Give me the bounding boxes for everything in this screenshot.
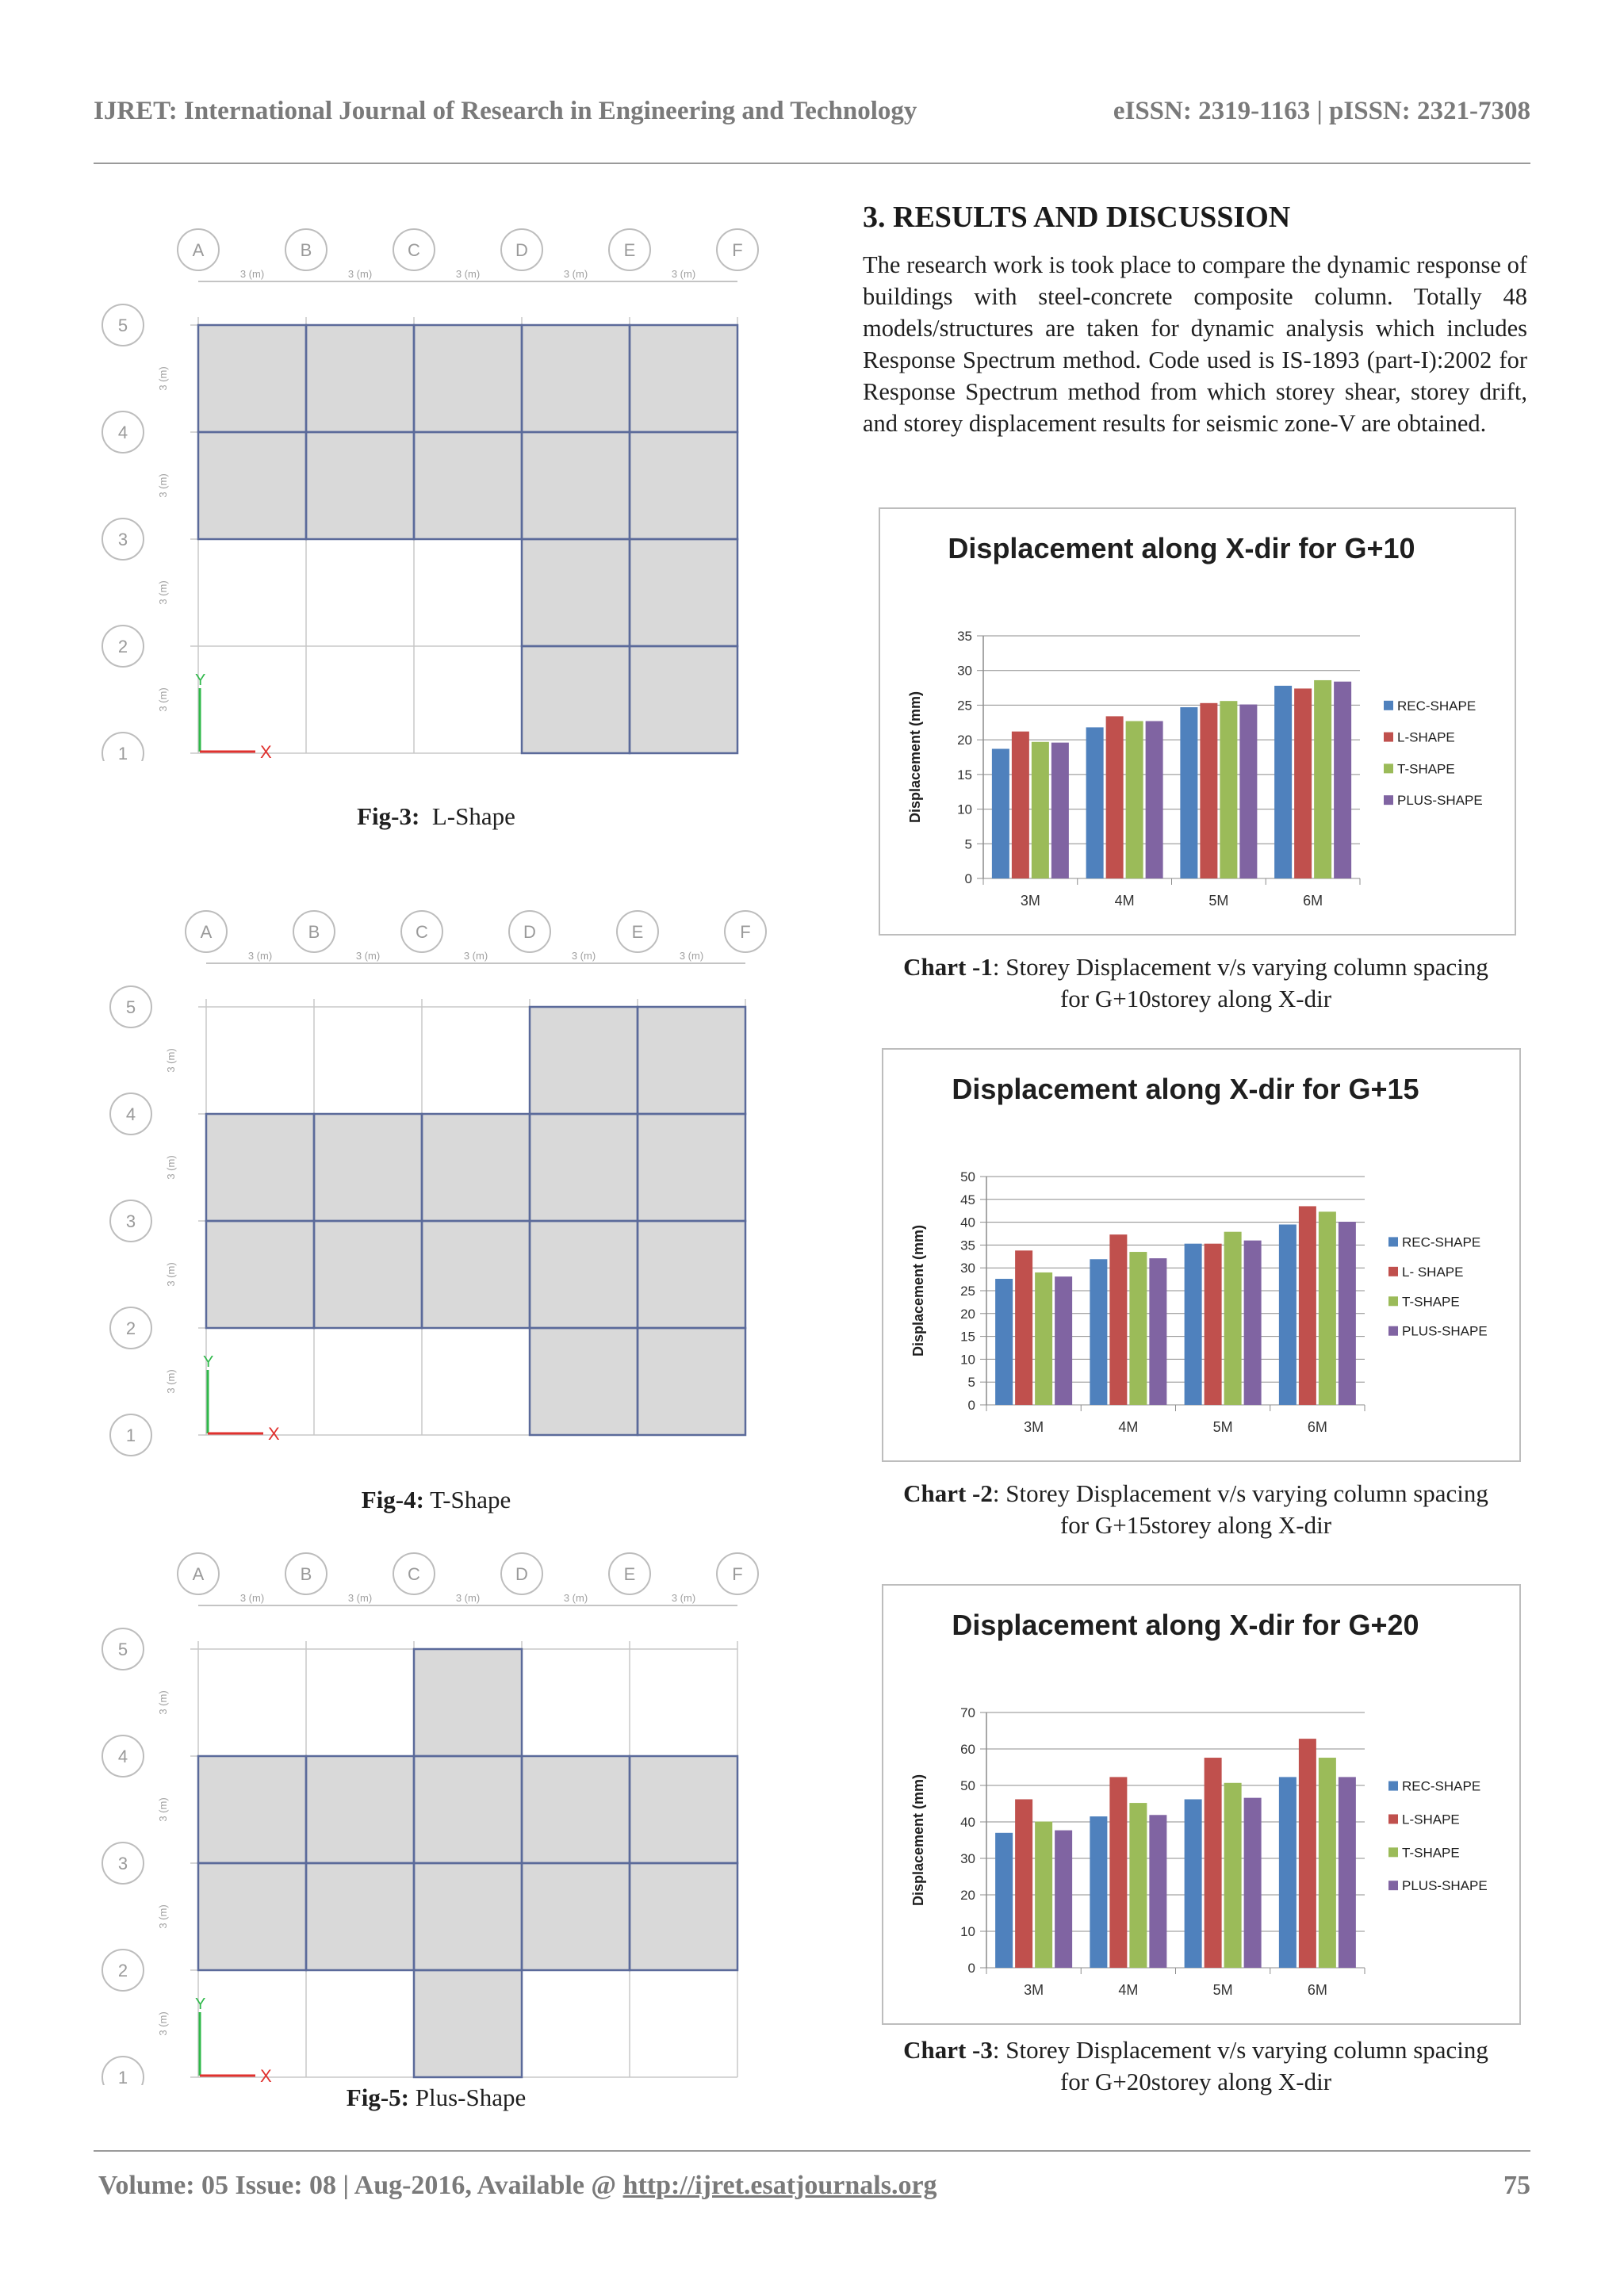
chart-3-caption-line1: : Storey Displacement v/s varying column spacing bbox=[992, 2036, 1488, 2064]
grid-label-row: 4 bbox=[117, 423, 128, 442]
chart-1-caption bbox=[863, 951, 1529, 1015]
bar bbox=[1244, 1241, 1262, 1405]
span-dimension-label: 3 (m) bbox=[239, 1592, 265, 1604]
y-axis-label: Y bbox=[195, 672, 206, 689]
y-tick-label: 35 bbox=[957, 629, 972, 644]
y-tick-label: 30 bbox=[957, 663, 972, 679]
bar bbox=[1279, 1224, 1297, 1405]
chart-2-caption-line1: : Storey Displacement v/s varying column spacing bbox=[992, 1479, 1488, 1507]
journal-header bbox=[94, 97, 1530, 126]
slab-panel bbox=[530, 1328, 638, 1435]
legend-label: T-SHAPE bbox=[1402, 1845, 1460, 1861]
legend-label: PLUS-SHAPE bbox=[1402, 1878, 1488, 1894]
bar bbox=[1299, 1206, 1316, 1405]
slab-panel bbox=[530, 1221, 638, 1328]
grid-label-col: F bbox=[732, 240, 743, 260]
bar bbox=[1035, 1822, 1052, 1968]
slab-panel bbox=[206, 1221, 314, 1328]
y-axis-title: Displacement (mm) bbox=[910, 1224, 926, 1357]
grid-label-col: A bbox=[200, 922, 213, 942]
slab-panel bbox=[314, 1221, 422, 1328]
bar bbox=[1032, 742, 1049, 878]
chart-1-caption-label: Chart -1 bbox=[903, 953, 993, 981]
slab-panel bbox=[206, 1114, 314, 1221]
fig5-caption bbox=[238, 2084, 634, 2112]
chart-1-caption-line1: : Storey Displacement v/s varying column spacing bbox=[992, 953, 1488, 981]
page-footer bbox=[98, 2171, 1530, 2201]
grid-label-col: D bbox=[523, 922, 536, 942]
legend-swatch bbox=[1384, 701, 1393, 710]
bar bbox=[1239, 705, 1257, 878]
plan-t-shape bbox=[103, 904, 785, 1459]
x-tick-label: 4M bbox=[1118, 1419, 1139, 1435]
bar bbox=[1015, 1250, 1032, 1405]
legend-label: REC-SHAPE bbox=[1402, 1778, 1481, 1794]
slab-panel bbox=[306, 325, 414, 432]
span-dimension-label: 3 (m) bbox=[157, 473, 169, 498]
bar bbox=[1224, 1783, 1242, 1968]
bar bbox=[1205, 1244, 1222, 1405]
x-axis-label: X bbox=[260, 742, 272, 761]
footer-rule bbox=[94, 2150, 1530, 2152]
y-tick-label: 30 bbox=[960, 1261, 975, 1276]
x-tick-label: 5M bbox=[1208, 893, 1229, 909]
bar bbox=[1314, 680, 1331, 878]
y-axis-title: Displacement (mm) bbox=[907, 691, 923, 824]
span-dimension-label: 3 (m) bbox=[455, 1592, 481, 1604]
grid-label-col: F bbox=[740, 922, 751, 942]
slab-panel bbox=[638, 1328, 745, 1435]
journal-link[interactable]: http://ijret.esatjournals.org bbox=[622, 2171, 937, 2200]
grid-label-row: 1 bbox=[125, 1425, 136, 1445]
span-dimension-label: 3 (m) bbox=[679, 950, 704, 962]
legend-swatch bbox=[1388, 1267, 1398, 1276]
legend-label: PLUS-SHAPE bbox=[1402, 1323, 1488, 1339]
legend-swatch bbox=[1388, 1781, 1398, 1791]
span-dimension-label: 3 (m) bbox=[239, 268, 265, 280]
legend-swatch bbox=[1384, 795, 1393, 805]
span-dimension-label: 3 (m) bbox=[671, 268, 696, 280]
bar bbox=[1334, 682, 1351, 878]
bar bbox=[1126, 721, 1143, 878]
grid-label-col: D bbox=[515, 240, 528, 260]
legend-label: PLUS-SHAPE bbox=[1397, 793, 1483, 809]
bar bbox=[995, 1279, 1013, 1405]
bar bbox=[1149, 1815, 1166, 1968]
plan-l-shape bbox=[95, 222, 777, 761]
span-dimension-label: 3 (m) bbox=[165, 1155, 177, 1180]
legend-swatch bbox=[1388, 1881, 1398, 1890]
slab-panel bbox=[198, 1756, 306, 1863]
fig5-label: Fig-5: bbox=[346, 2084, 409, 2111]
bar bbox=[1051, 743, 1069, 878]
y-tick-label: 5 bbox=[964, 836, 972, 852]
y-axis-label: Y bbox=[195, 1996, 206, 2013]
bar bbox=[992, 749, 1009, 878]
fig3-name: L-Shape bbox=[431, 802, 515, 830]
bar bbox=[1224, 1232, 1242, 1405]
slab-panel bbox=[314, 1114, 422, 1221]
x-tick-label: 4M bbox=[1114, 893, 1135, 909]
slab-panel bbox=[522, 432, 630, 539]
fig4-name: T-Shape bbox=[430, 1486, 511, 1513]
x-tick-label: 3M bbox=[1024, 1982, 1044, 1998]
span-dimension-label: 3 (m) bbox=[355, 950, 381, 962]
y-tick-label: 5 bbox=[967, 1375, 975, 1391]
y-axis-label: Y bbox=[203, 1353, 214, 1371]
bar bbox=[1299, 1739, 1316, 1968]
legend-swatch bbox=[1388, 1296, 1398, 1306]
y-tick-label: 20 bbox=[960, 1888, 975, 1903]
chart-title: Displacement along X-dir for G+10 bbox=[948, 532, 1415, 564]
slab-panel bbox=[198, 432, 306, 539]
x-tick-label: 6M bbox=[1303, 893, 1323, 909]
bar bbox=[1220, 701, 1237, 878]
chart-3 bbox=[882, 1584, 1521, 2025]
grid-label-col: C bbox=[408, 1564, 420, 1584]
x-axis-label: X bbox=[268, 1424, 280, 1444]
x-tick-label: 4M bbox=[1118, 1982, 1139, 1998]
x-axis-label: X bbox=[260, 2066, 272, 2085]
legend-label: REC-SHAPE bbox=[1397, 698, 1477, 714]
span-dimension-label: 3 (m) bbox=[347, 1592, 373, 1604]
span-dimension-label: 3 (m) bbox=[463, 950, 488, 962]
y-tick-label: 25 bbox=[960, 1284, 975, 1299]
chart-2-caption bbox=[863, 1478, 1529, 1541]
legend-label: REC-SHAPE bbox=[1402, 1234, 1481, 1250]
chart-1 bbox=[879, 507, 1516, 936]
y-tick-label: 40 bbox=[960, 1815, 975, 1830]
bar bbox=[1319, 1758, 1336, 1968]
plan-plus-shape bbox=[95, 1546, 777, 2085]
slab-panel bbox=[630, 539, 737, 646]
y-tick-label: 70 bbox=[960, 1705, 975, 1720]
span-dimension-label: 3 (m) bbox=[157, 1904, 169, 1929]
y-tick-label: 25 bbox=[957, 698, 972, 714]
grid-label-row: 3 bbox=[125, 1211, 136, 1231]
slab-panel bbox=[630, 646, 737, 753]
bar bbox=[1109, 1234, 1127, 1405]
x-tick-label: 6M bbox=[1307, 1982, 1327, 1998]
legend-label: T-SHAPE bbox=[1397, 761, 1455, 777]
fig4-label: Fig-4: bbox=[361, 1486, 424, 1513]
bar bbox=[1244, 1798, 1262, 1968]
span-dimension-label: 3 (m) bbox=[157, 366, 169, 391]
grid-label-col: E bbox=[623, 240, 636, 260]
span-dimension-label: 3 (m) bbox=[157, 1797, 169, 1822]
grid-label-col: B bbox=[300, 1564, 312, 1584]
chart-3-caption bbox=[863, 2034, 1529, 2098]
bar bbox=[1279, 1777, 1297, 1968]
legend-swatch bbox=[1388, 1237, 1398, 1246]
grid-label-col: C bbox=[408, 240, 420, 260]
bar bbox=[1185, 1799, 1202, 1968]
y-tick-label: 0 bbox=[967, 1398, 975, 1413]
slab-panel bbox=[630, 1756, 737, 1863]
y-tick-label: 50 bbox=[960, 1169, 975, 1184]
span-dimension-label: 3 (m) bbox=[157, 687, 169, 712]
grid-label-row: 1 bbox=[117, 744, 128, 761]
grid-label-row: 5 bbox=[125, 997, 136, 1017]
bar bbox=[1129, 1252, 1147, 1405]
bar bbox=[1109, 1777, 1127, 1968]
bar bbox=[1015, 1799, 1032, 1968]
span-dimension-label: 3 (m) bbox=[165, 1262, 177, 1287]
span-dimension-label: 3 (m) bbox=[563, 268, 588, 280]
span-dimension-label: 3 (m) bbox=[571, 950, 596, 962]
span-dimension-label: 3 (m) bbox=[671, 1592, 696, 1604]
grid-label-row: 3 bbox=[117, 1854, 128, 1873]
span-dimension-label: 3 (m) bbox=[157, 580, 169, 605]
bar bbox=[1129, 1803, 1147, 1968]
x-tick-label: 3M bbox=[1020, 893, 1040, 909]
x-tick-label: 5M bbox=[1212, 1982, 1233, 1998]
y-axis-title: Displacement (mm) bbox=[910, 1774, 926, 1907]
bar bbox=[1055, 1831, 1072, 1968]
grid-label-col: E bbox=[631, 922, 644, 942]
bar bbox=[1146, 721, 1163, 878]
bar bbox=[1086, 727, 1104, 878]
slab-panel bbox=[414, 1756, 522, 1863]
slab-panel bbox=[414, 325, 522, 432]
slab-panel bbox=[522, 1756, 630, 1863]
y-tick-label: 45 bbox=[960, 1192, 975, 1207]
chart-3-caption-line2: for G+20storey along X-dir bbox=[1059, 2068, 1332, 2095]
chart-2-caption-line2: for G+15storey along X-dir bbox=[1059, 1511, 1332, 1539]
bar bbox=[995, 1833, 1013, 1968]
bar bbox=[1090, 1816, 1107, 1968]
slab-panel bbox=[306, 1756, 414, 1863]
slab-panel bbox=[414, 1970, 522, 2077]
footer-volume: Volume: 05 Issue: 08 | Aug-2016, Available @ bbox=[98, 2171, 623, 2200]
bar bbox=[1205, 1758, 1222, 1968]
bar bbox=[1294, 688, 1312, 878]
slab-panel bbox=[414, 432, 522, 539]
y-tick-label: 30 bbox=[960, 1851, 975, 1866]
y-tick-label: 10 bbox=[960, 1352, 975, 1368]
y-tick-label: 15 bbox=[960, 1329, 975, 1345]
bar bbox=[1090, 1259, 1107, 1405]
journal-name: IJRET: International Journal of Research in Engineering and Technology bbox=[94, 97, 917, 125]
grid-label-col: D bbox=[515, 1564, 528, 1584]
x-tick-label: 6M bbox=[1307, 1419, 1327, 1435]
grid-label-col: B bbox=[300, 240, 312, 260]
grid-label-row: 4 bbox=[117, 1747, 128, 1766]
grid-label-row: 5 bbox=[117, 1640, 128, 1659]
y-tick-label: 20 bbox=[960, 1306, 975, 1322]
span-dimension-label: 3 (m) bbox=[157, 1690, 169, 1715]
slab-panel bbox=[198, 1863, 306, 1970]
legend-label: L- SHAPE bbox=[1402, 1264, 1464, 1280]
legend-swatch bbox=[1384, 733, 1393, 742]
slab-panel bbox=[630, 1863, 737, 1970]
slab-panel bbox=[522, 539, 630, 646]
fig5-name: Plus-Shape bbox=[415, 2084, 527, 2111]
grid-label-row: 3 bbox=[117, 530, 128, 549]
grid-label-col: A bbox=[192, 240, 205, 260]
grid-label-row: 4 bbox=[125, 1104, 136, 1124]
grid-label-col: B bbox=[308, 922, 320, 942]
legend-label: L-SHAPE bbox=[1402, 1812, 1460, 1827]
bar bbox=[1185, 1244, 1202, 1405]
slab-panel bbox=[414, 1649, 522, 1756]
slab-panel bbox=[414, 1863, 522, 1970]
grid-label-col: A bbox=[192, 1564, 205, 1584]
section-title: 3. RESULTS AND DISCUSSION bbox=[863, 201, 1291, 234]
bar bbox=[1319, 1211, 1336, 1405]
chart-2 bbox=[882, 1048, 1521, 1462]
y-tick-label: 60 bbox=[960, 1742, 975, 1757]
legend-swatch bbox=[1388, 1326, 1398, 1336]
legend-label: T-SHAPE bbox=[1402, 1294, 1460, 1310]
bar bbox=[1200, 703, 1217, 878]
legend-swatch bbox=[1388, 1847, 1398, 1857]
bar bbox=[1055, 1276, 1072, 1405]
fig3-caption bbox=[238, 802, 634, 831]
span-dimension-label: 3 (m) bbox=[247, 950, 273, 962]
bar bbox=[1149, 1258, 1166, 1405]
y-tick-label: 20 bbox=[957, 733, 972, 748]
grid-label-col: F bbox=[732, 1564, 743, 1584]
slab-panel bbox=[638, 1221, 745, 1328]
chart-2-caption-label: Chart -2 bbox=[903, 1479, 993, 1507]
bar bbox=[1274, 686, 1292, 878]
span-dimension-label: 3 (m) bbox=[157, 2011, 169, 2036]
chart-title: Displacement along X-dir for G+20 bbox=[952, 1609, 1419, 1641]
slab-panel bbox=[638, 1114, 745, 1221]
x-tick-label: 3M bbox=[1024, 1419, 1044, 1435]
grid-label-row: 5 bbox=[117, 316, 128, 335]
grid-label-col: C bbox=[416, 922, 428, 942]
span-dimension-label: 3 (m) bbox=[347, 268, 373, 280]
footer-text bbox=[98, 2171, 937, 2201]
bar bbox=[1106, 716, 1124, 878]
results-paragraph: The research work is took place to compare the dynamic response of buildings with steel-concrete composite column. Totally 48 models/structures are taken for dynamic analysis which includes Response Spectrum method. Code used is IS-1893 (part-I):2002 for Response Spectrum method from which storey shear, storey drift, and storey displacement results for seismic zone-V are obtained. bbox=[863, 251, 1527, 437]
slab-panel bbox=[422, 1221, 530, 1328]
chart-title: Displacement along X-dir for G+15 bbox=[952, 1073, 1419, 1105]
slab-panel bbox=[306, 432, 414, 539]
y-tick-label: 0 bbox=[964, 871, 972, 886]
chart-3-caption-label: Chart -3 bbox=[903, 2036, 993, 2064]
span-dimension-label: 3 (m) bbox=[165, 1048, 177, 1073]
slab-panel bbox=[522, 325, 630, 432]
fig3-label: Fig-3: bbox=[357, 802, 420, 830]
y-tick-label: 10 bbox=[957, 802, 972, 817]
slab-panel bbox=[422, 1114, 530, 1221]
bar bbox=[1035, 1272, 1052, 1405]
slab-panel bbox=[198, 325, 306, 432]
bar bbox=[1339, 1777, 1356, 1968]
slab-panel bbox=[638, 1007, 745, 1114]
grid-label-row: 2 bbox=[117, 1961, 128, 1980]
grid-label-row: 2 bbox=[125, 1318, 136, 1338]
fig4-caption bbox=[238, 1486, 634, 1514]
bar bbox=[1180, 707, 1197, 878]
grid-label-row: 2 bbox=[117, 637, 128, 656]
slab-panel bbox=[522, 646, 630, 753]
y-tick-label: 15 bbox=[957, 767, 972, 783]
chart-1-caption-line2: for G+10storey along X-dir bbox=[1059, 985, 1332, 1012]
legend-label: L-SHAPE bbox=[1397, 729, 1455, 745]
y-tick-label: 0 bbox=[967, 1961, 975, 1976]
grid-label-row: 1 bbox=[117, 2068, 128, 2085]
slab-panel bbox=[530, 1007, 638, 1114]
y-tick-label: 10 bbox=[960, 1924, 975, 1939]
slab-panel bbox=[522, 1863, 630, 1970]
bar bbox=[1012, 732, 1029, 878]
y-tick-label: 50 bbox=[960, 1778, 975, 1793]
grid-label-col: E bbox=[623, 1564, 636, 1584]
page-number: 75 bbox=[1503, 2171, 1530, 2200]
journal-issn: eISSN: 2319-1163 | pISSN: 2321-7308 bbox=[1113, 97, 1530, 125]
bar bbox=[1339, 1222, 1356, 1405]
slab-panel bbox=[630, 432, 737, 539]
legend-swatch bbox=[1384, 763, 1393, 773]
x-tick-label: 5M bbox=[1212, 1419, 1233, 1435]
slab-panel bbox=[530, 1114, 638, 1221]
y-tick-label: 35 bbox=[960, 1238, 975, 1253]
slab-panel bbox=[306, 1863, 414, 1970]
legend-swatch bbox=[1388, 1814, 1398, 1823]
span-dimension-label: 3 (m) bbox=[563, 1592, 588, 1604]
span-dimension-label: 3 (m) bbox=[455, 268, 481, 280]
span-dimension-label: 3 (m) bbox=[165, 1369, 177, 1394]
y-tick-label: 40 bbox=[960, 1215, 975, 1230]
slab-panel bbox=[630, 325, 737, 432]
header-rule bbox=[94, 163, 1530, 164]
